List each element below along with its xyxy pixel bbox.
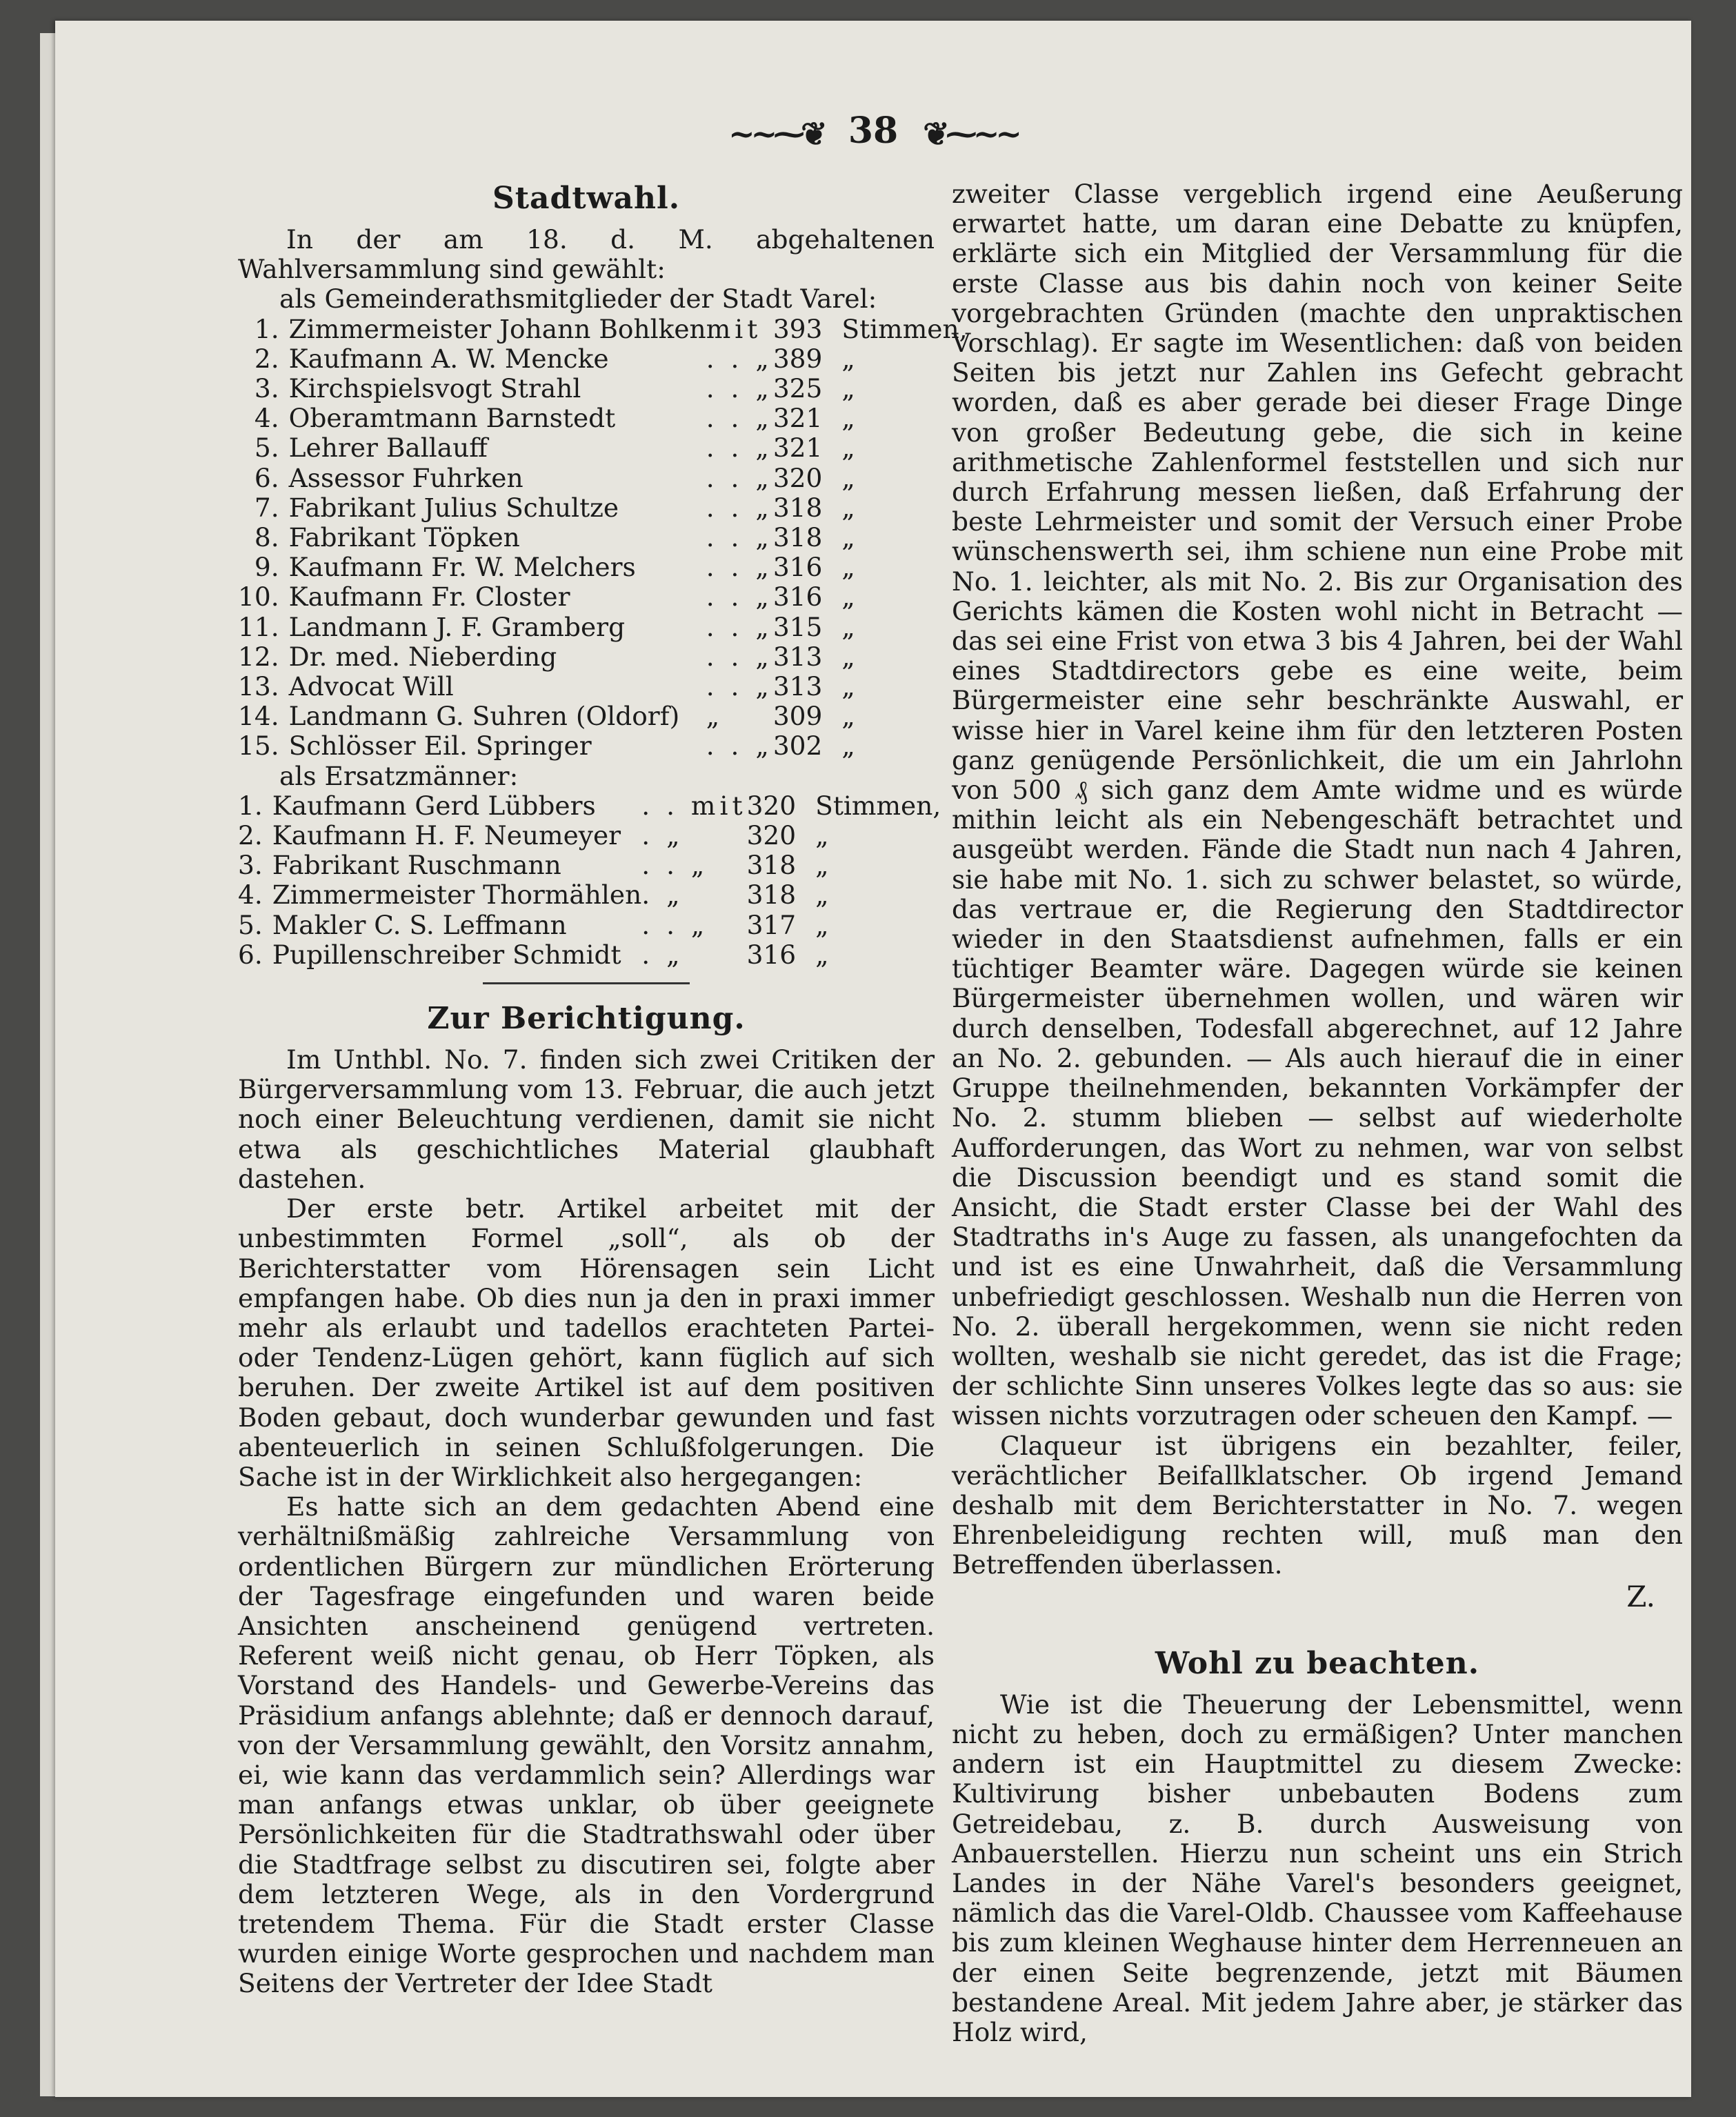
rank-number: 5. bbox=[238, 909, 263, 940]
separator: . „ bbox=[641, 820, 684, 851]
candidate-name: Advocat Will bbox=[288, 671, 454, 702]
separator: . . „ bbox=[706, 730, 773, 762]
table-row bbox=[238, 523, 968, 553]
rank-number: 15. bbox=[238, 730, 279, 762]
vote-unit: „ bbox=[841, 671, 855, 702]
vote-count: 393 bbox=[772, 313, 823, 344]
vote-unit: „ bbox=[841, 522, 855, 553]
table-row bbox=[238, 464, 968, 493]
table-row bbox=[238, 911, 941, 940]
vote-count: 320 bbox=[746, 790, 797, 821]
candidate-name: Kaufmann H. F. Neumeyer bbox=[272, 820, 621, 851]
candidate-name: Fabrikant Töpken bbox=[288, 522, 520, 553]
separator: . . „ bbox=[706, 611, 773, 642]
vote-unit: Stimmen, bbox=[841, 313, 968, 344]
divider bbox=[483, 982, 690, 984]
vote-unit: „ bbox=[841, 641, 855, 672]
rank-number: 8. bbox=[254, 522, 279, 553]
candidate-name: Makler C. S. Leffmann bbox=[272, 909, 567, 940]
table-row bbox=[238, 374, 968, 404]
table-row bbox=[238, 702, 968, 731]
candidate-name: Kirchspielsvogt Strahl bbox=[288, 373, 581, 404]
paragraph: Claqueur ist übrigens ein bezahlter, feiler, verächtlicher Beifallklatscher. Ob irgend Jemand deshalb mit dem Berichterstatter in No. 7. wegen Ehrenbeleidigung rechten will, muß man den Betreffenden überlassen. bbox=[952, 1430, 1683, 1580]
vote-count: 316 bbox=[772, 552, 823, 583]
table-row bbox=[238, 940, 941, 970]
table-row bbox=[238, 821, 941, 851]
rank-number: 3. bbox=[254, 373, 279, 404]
table-row bbox=[238, 344, 968, 374]
separator: . . „ bbox=[706, 641, 773, 672]
section-heading-wohl-zu-beachten: Wohl zu beachten. bbox=[1155, 1645, 1480, 1681]
candidate-name: Landmann J. F. Gramberg bbox=[288, 611, 626, 642]
rank-number: 2. bbox=[238, 820, 263, 851]
separator: . . „ bbox=[706, 433, 773, 464]
candidate-name: Dr. med. Nieberding bbox=[288, 641, 557, 672]
vote-count: 318 bbox=[772, 522, 823, 553]
ornament-right-icon: ❦⁓~~ bbox=[923, 115, 1018, 152]
rank-number: 9. bbox=[254, 552, 279, 583]
left-column bbox=[238, 179, 968, 1999]
separator: . . mit bbox=[641, 790, 747, 821]
rank-number: 13. bbox=[238, 671, 279, 702]
vote-unit: „ bbox=[841, 343, 855, 374]
table-row bbox=[238, 642, 968, 672]
candidate-name: Kaufmann A. W. Mencke bbox=[288, 343, 609, 374]
vote-unit: „ bbox=[815, 879, 829, 911]
members-table bbox=[238, 315, 968, 762]
rank-number: 4. bbox=[254, 403, 279, 434]
vote-unit: „ bbox=[841, 462, 855, 493]
newspaper-page bbox=[55, 21, 1691, 2097]
candidate-name: Landmann G. Suhren (Oldorf) bbox=[288, 701, 680, 732]
table-row bbox=[238, 315, 968, 344]
rank-number: 2. bbox=[254, 343, 279, 374]
signature: Z. bbox=[1626, 1579, 1655, 1613]
separator: . . „ bbox=[706, 671, 773, 702]
vote-count: 317 bbox=[746, 909, 797, 940]
vote-count: 321 bbox=[772, 403, 823, 434]
paragraph: Der erste betr. Artikel arbeitet mit der unbestimmten Formel „soll“, als ob der Berichterstatter vom Hörensagen sein Licht empfangen habe. Ob dies nun ja den in praxi immer mehr als erlaubt und tadellos erachteten Partei- oder Tendenz-Lügen gehört, kann füglich auf sich beruhen. Der zweite Artikel ist auf dem positiven Boden gebaut, doch wunderbar gewunden und fast abenteuerlich in seinen Schlußfolgerungen. Die Sache ist in der Wirklichkeit also hergegangen: bbox=[238, 1193, 935, 1492]
separator: . . „ bbox=[641, 909, 709, 940]
separator: . . „ bbox=[706, 492, 773, 523]
vote-count: 302 bbox=[772, 730, 823, 762]
vote-count: 315 bbox=[772, 611, 823, 642]
members-label: als Gemeinderathsmitglieder der Stadt Varel: bbox=[279, 284, 877, 315]
ornament-left-icon: ~~⁓❦ bbox=[728, 115, 824, 152]
candidate-name: Zimmermeister Thormählen bbox=[272, 879, 642, 911]
separator: mit bbox=[706, 313, 762, 344]
table-row bbox=[238, 851, 941, 880]
rank-number: 14. bbox=[238, 701, 279, 732]
table-row bbox=[238, 493, 968, 523]
candidate-name: Fabrikant Julius Schultze bbox=[288, 492, 619, 523]
table-row bbox=[238, 672, 968, 702]
candidate-name: Schlösser Eil. Springer bbox=[288, 730, 592, 762]
vote-unit: „ bbox=[841, 403, 855, 434]
rank-number: 10. bbox=[238, 582, 279, 613]
table-row bbox=[238, 582, 968, 612]
separator: . . „ bbox=[706, 343, 773, 374]
table-row bbox=[238, 553, 968, 582]
page-number-header bbox=[55, 110, 1691, 155]
candidate-name: Kaufmann Fr. Closter bbox=[288, 582, 570, 613]
candidate-name: Oberamtmann Barnstedt bbox=[288, 403, 616, 434]
candidate-name: Fabrikant Ruschmann bbox=[272, 850, 561, 881]
substitutes-label: als Ersatzmänner: bbox=[279, 760, 519, 791]
rank-number: 11. bbox=[238, 611, 279, 642]
candidate-name: Lehrer Ballauff bbox=[288, 433, 488, 464]
separator: . „ bbox=[641, 939, 684, 970]
vote-unit: „ bbox=[841, 611, 855, 642]
vote-count: 309 bbox=[772, 701, 823, 732]
vote-count: 389 bbox=[772, 343, 823, 374]
candidate-name: Kaufmann Gerd Lübbers bbox=[272, 790, 596, 821]
paragraph: Im Unthbl. No. 7. finden sich zwei Critiken der Bürgerversammlung vom 13. Februar, die auch jetzt noch einer Beleuchtung verdienen, damit sie nicht etwa als geschichtliches Material glaubhaft dastehen. bbox=[238, 1044, 935, 1194]
vote-count: 321 bbox=[772, 433, 823, 464]
vote-unit: „ bbox=[841, 730, 855, 762]
vote-count: 320 bbox=[772, 462, 823, 493]
vote-unit: „ bbox=[841, 433, 855, 464]
candidate-name: Pupillenschreiber Schmidt bbox=[272, 939, 621, 970]
section-heading-stadtwahl: Stadtwahl. bbox=[492, 181, 681, 216]
paragraph: zweiter Classe vergeblich irgend eine Aeußerung erwartet hatte, um daran eine Debatte zu knüpfen, erklärte sich ein Mitglied der Versammlung für die erste Classe aus bis dahin noch von keiner Seite vorgebrachten Gründen (machte den unpraktischen Vorschlag). Er sagte im Wesentlichen: daß von beiden Seiten bis jetzt nur Zahlen ins Gefecht gebracht worden, daß es aber gerade bei dieser Frage Dinge von großer Bedeutung gebe, die sich in keine arithmetische Zahlenformel feststellen und sich nur durch Erfahrung messen ließen, daß Erfahrung der beste Lehrmeister und somit der Versuch einer Probe wünschenswerth sei, ihm schiene nun eine Probe mit No. 1. leichter, als mit No. 2. Bis zur Organisation des Gerichts kämen die Kosten wohl nicht in Betracht — das sei eine Frist von etwa 3 bis 4 Jahren, bei der Wahl eines Stadtdirectors gebe es eine weite, beim Bürgermeister eine sehr beschränkte Auswahl, er wisse hier in Varel keine ihm für den letzteren Posten ganz genügende Persönlichkeit, die um ein Jahrlohn von 500 ₰ sich ganz dem Amte widme und es würde mithin leicht als ein Nebengeschäft betrachtet und ausgeübt werden. Fände die Stadt nun nach 4 Jahren, sie habe mit No. 1. sich zu schwer belastet, so würde, das vertraue er, die Regierung den Stadtdirector wieder in den Staatsdienst aufnehmen, falls er ein tüchtiger Beamter wäre. Dagegen würde sie keinen Bürgermeister übernehmen wollen, und wären wir durch denselben, Todesfall abgerechnet, auf 12 Jahre an No. 2. gebunden. — Als auch hierauf die in einer Gruppe theilnehmenden, bekannten Vorkämpfer der No. 2. stumm blieben — selbst auf wiederholte Aufforderungen, das Wort zu nehmen, war von selbst die Discussion beendigt und es stand somit die Ansicht, die Stadt erster Classe bei der Wahl des Stadtraths in's Auge zu fassen, als unangefochten da und ist es eine Unwahrheit, daß die Versammlung unbefriedigt geschlossen. Weshalb nun die Herren von No. 2. überall hergekommen, wenn sie nicht reden wollten, weshalb sie nicht geredet, das ist die Frage; der schlichte Sinn unseres Volkes legte das so aus: sie wissen nichts vorzutragen oder scheuen den Kampf. — bbox=[952, 179, 1683, 1431]
table-row bbox=[238, 880, 941, 910]
separator: „ bbox=[706, 701, 724, 732]
vote-unit: „ bbox=[841, 492, 855, 523]
vote-unit: „ bbox=[841, 552, 855, 583]
rank-number: 4. bbox=[238, 879, 263, 911]
separator: . . „ bbox=[706, 522, 773, 553]
vote-count: 313 bbox=[772, 671, 823, 702]
vote-unit: „ bbox=[841, 701, 855, 732]
paragraph: Wie ist die Theuerung der Lebensmittel, wenn nicht zu heben, doch zu ermäßigen? Unter manchen andern ist ein Hauptmittel zu diesem Zwecke: Kultivirung bisher unbebauten Bodens zum Getreidebau, z. B. durch Ausweisung von Anbauerstellen. Hierzu nun scheint uns ein Strich Landes in der Nähe Varel's besonders geeignet, nämlich das die Varel-Oldb. Chaussee vom Kaffeehause bis zum kleinen Weghause hinter dem Herrenneuen an der einen Seite begrenzende, jetzt mit Bäumen bestandene Areal. Mit jedem Jahre aber, je stärker das Holz wird, bbox=[952, 1689, 1683, 2047]
section-heading-berichtigung: Zur Berichtigung. bbox=[427, 1001, 746, 1037]
vote-count: 318 bbox=[746, 850, 797, 881]
vote-unit: „ bbox=[815, 909, 829, 940]
vote-count: 313 bbox=[772, 641, 823, 672]
rank-number: 5. bbox=[254, 433, 279, 464]
vote-count: 320 bbox=[746, 820, 797, 851]
candidate-name: Assessor Fuhrken bbox=[288, 462, 523, 493]
separator: . . „ bbox=[706, 552, 773, 583]
intro-text: In der am 18. d. M. abgehaltenen Wahlversammlung sind gewählt: bbox=[238, 224, 935, 285]
vote-count: 316 bbox=[772, 582, 823, 613]
rank-number: 1. bbox=[254, 313, 279, 344]
candidate-name: Kaufmann Fr. W. Melchers bbox=[288, 552, 636, 583]
separator: . . „ bbox=[706, 462, 773, 493]
table-row bbox=[238, 731, 968, 761]
vote-unit: „ bbox=[815, 939, 829, 970]
paragraph: Es hatte sich an dem gedachten Abend eine verhältnißmäßig zahlreiche Versammlung von ordentlichen Bürgern zur mündlichen Erörterung der Tagesfrage eingefunden und waren beide Ansichten anscheinend genügend vertreten. Referent weiß nicht genau, ob Herr Töpken, als Vorstand des Handels- und Gewerbe-Vereins das Präsidium anfangs ablehnte; daß er dennoch darauf, von der Versammlung gewählt, den Vorsitz annahm, ei, wie kann das verdammlich sein? Allerdings war man anfangs etwas unklar, ob über geeignete Persönlichkeiten für die Stadtrathswahl oder über die Stadtfrage selbst zu discutiren sei, folgte aber dem letzteren Wege, als in den Vordergrund tretendem Thema. Für die Stadt erster Classe wurden einige Worte gesprochen und nachdem man Seitens der Vertreter der Idee Stadt bbox=[238, 1491, 935, 1999]
separator: . . „ bbox=[706, 403, 773, 434]
rank-number: 7. bbox=[254, 492, 279, 523]
vote-count: 325 bbox=[772, 373, 823, 404]
vote-count: 318 bbox=[746, 879, 797, 911]
rank-number: 12. bbox=[238, 641, 279, 672]
vote-unit: „ bbox=[841, 373, 855, 404]
page-number: 38 bbox=[848, 110, 899, 152]
rank-number: 1. bbox=[238, 790, 263, 821]
separator: . . „ bbox=[641, 850, 709, 881]
rank-number: 3. bbox=[238, 850, 263, 881]
vote-unit: „ bbox=[841, 582, 855, 613]
separator: . „ bbox=[641, 879, 684, 911]
rank-number: 6. bbox=[254, 462, 279, 493]
right-column bbox=[952, 179, 1683, 2047]
vote-unit: „ bbox=[815, 850, 829, 881]
table-row bbox=[238, 613, 968, 642]
candidate-name: Zimmermeister Johann Bohlken bbox=[288, 313, 706, 344]
separator: . . „ bbox=[706, 582, 773, 613]
substitutes-table bbox=[238, 791, 941, 970]
table-row bbox=[238, 404, 968, 433]
separator: . . „ bbox=[706, 373, 773, 404]
rank-number: 6. bbox=[238, 939, 263, 970]
table-row bbox=[238, 433, 968, 463]
vote-count: 318 bbox=[772, 492, 823, 523]
table-row bbox=[238, 791, 941, 821]
vote-unit: „ bbox=[815, 820, 829, 851]
vote-unit: Stimmen, bbox=[815, 790, 941, 821]
vote-count: 316 bbox=[746, 939, 797, 970]
